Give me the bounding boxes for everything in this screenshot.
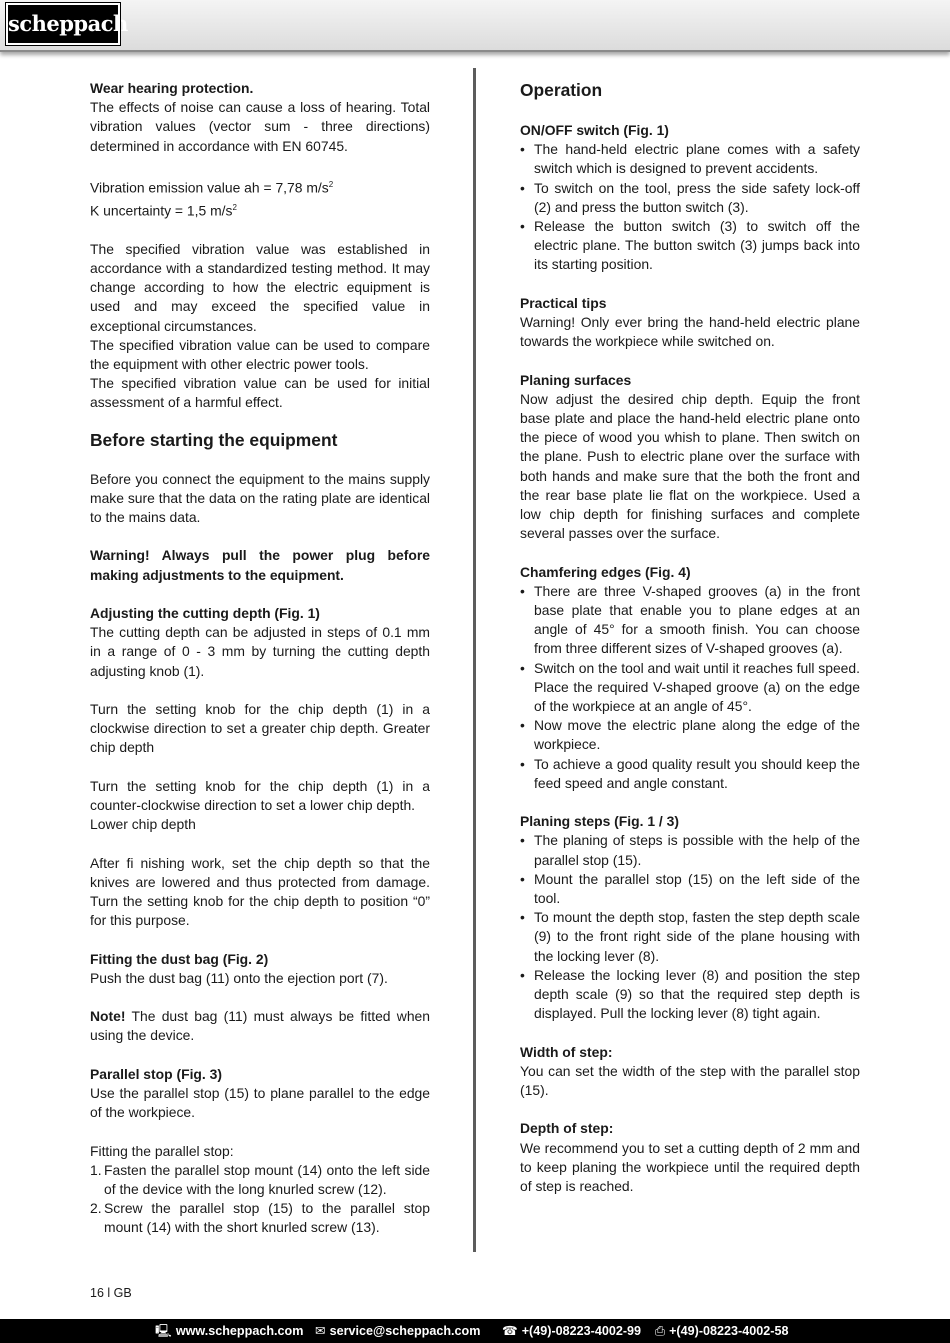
list-item: • To mount the depth stop, fasten the step depth scale (9) to the front right side of the plane housing with the locking lever (8). (520, 909, 860, 964)
width-of-step-text: You can set the width of the step with the parallel stop (15). (520, 1062, 860, 1099)
left-column (90, 79, 430, 1238)
phone-icon: ☎ (502, 1324, 518, 1338)
warning-text: Warning! Always pull the power plug before making adjustments to the equipment. (90, 547, 430, 583)
chamfering-heading: Chamfering edges (Fig. 4) (520, 563, 691, 580)
onoff-list (520, 140, 860, 274)
hearing-text: The effects of noise can cause a loss of hearing. Total vibration values (vector sum - three directions) determined in accordance with EN 60745. (90, 99, 430, 154)
chamfering-list (520, 582, 860, 793)
list-item: • To switch on the tool, press the side safety lock-off (2) and press the button switch (3). (520, 179, 860, 215)
computer-icon: 🖳 (155, 1324, 172, 1338)
list-item: • Mount the parallel stop (15) on the left side of the tool. (520, 870, 860, 907)
operation-heading: Operation (520, 80, 603, 100)
planing-surfaces-heading: Planing surfaces (520, 371, 632, 388)
before-starting-heading: Before starting the equipment (90, 429, 338, 450)
list-item: • The planing of steps is possible with the help of the parallel stop (15). (520, 832, 860, 868)
list-item: • Switch on the tool and wait until it reaches full speed. Place the required V-shaped groove (a) on the edge of the workpiece at an angle of 45°. (520, 659, 860, 715)
clockwise-text: Turn the setting knob for the chip depth (1) in a clockwise direction to set a greater chip depth. Greater chip depth (90, 701, 430, 756)
lower-chip-depth-text: Lower chip depth (90, 816, 196, 833)
footer-fax: ⎙ +(49)-08223-4002-58 (655, 1324, 789, 1338)
width-of-step-heading: Width of step: (520, 1043, 613, 1060)
list-item: • Now move the electric plane along the edge of the workpiece. (520, 717, 860, 753)
list-item: 2. Screw the parallel stop (15) to the parallel stop mount (14) with the short knurled screw (13). (90, 1200, 430, 1236)
column-divider (473, 68, 476, 1252)
fitting-intro: Fitting the parallel stop: (90, 1142, 234, 1159)
planing-steps-list (520, 831, 860, 1023)
header-band (0, 0, 950, 52)
footer-phone: ☎ +(49)-08223-4002-99 (502, 1324, 642, 1338)
vibration-emission-value: Vibration emission value ah = 7,78 $m/s^2$ (90, 179, 334, 196)
vibration-paragraph-2: The specified vibration value can be used to compare the equipment with other electric power tools. (90, 336, 430, 373)
counter-clockwise-text: Turn the setting knob for the chip depth (1) in a counter-clockwise direction to set a lower chip depth. (90, 777, 430, 814)
mail-icon: ✉ (315, 1324, 326, 1338)
list-item: • Release the locking lever (8) and position the step depth scale (9) so that the required step depth is displayed. Pull the locking lever (8) tight again. (520, 966, 860, 1022)
right-column (520, 79, 860, 1196)
vibration-paragraph-1: The specified vibration value was established in accordance with a standardized testing method. It may change according to how the electric equipment is used and may exceed the specified value in exceptional circumstances. (90, 240, 430, 334)
footer-website[interactable]: 🖳 www.scheppach.com (155, 1324, 304, 1338)
parallel-stop-text: Use the parallel stop (15) to plane parallel to the edge of the workpiece. (90, 1085, 430, 1121)
page-number: 16 l GB (90, 1286, 132, 1300)
onoff-heading: ON/OFF switch (Fig. 1) (520, 122, 669, 138)
dust-bag-heading: Fitting the dust bag (Fig. 2) (90, 950, 269, 967)
hearing-heading: Wear hearing protection. (90, 80, 254, 96)
k-uncertainty-value: K uncertainty = 1,5 $m/s^2$ (90, 202, 237, 219)
list-item: • To achieve a good quality result you should keep the feed speed and angle constant. (520, 755, 860, 791)
list-item: 1. Fasten the parallel stop mount (14) onto the left side of the device with the long knurled screw (12). (90, 1161, 430, 1198)
cutting-depth-heading: Adjusting the cutting depth (Fig. 1) (90, 605, 320, 622)
footer-email[interactable]: ✉ service@scheppach.com (315, 1324, 481, 1338)
scheppach-logo: scheppach (6, 3, 120, 45)
list-item: • The hand-held electric plane comes with a safety switch which is designed to prevent accidents. (520, 141, 860, 177)
list-item: • Release the button switch (3) to switch off the electric plane. The button switch (3) jumps back into its starting position. (520, 218, 860, 273)
vibration-paragraph-3: The specified vibration value can be used for initial assessment of a harmful effect. (90, 375, 430, 411)
footer-bar (0, 1319, 950, 1343)
planing-steps-heading: Planing steps (Fig. 1 / 3) (520, 813, 679, 830)
cutting-depth-text: The cutting depth can be adjusted in steps of 0.1 mm in a range of 0 - 3 mm by turning the cutting depth adjusting knob (1). (90, 624, 430, 679)
note-paragraph: Note! The dust bag (11) must always be fitted when using the device. (90, 1008, 430, 1044)
after-finishing-text: After fi nishing work, set the chip depth so that the knives are lowered and thus protected from damage. Turn the setting knob for the chip depth to position “0” for this purpose. (90, 854, 430, 929)
depth-of-step-heading: Depth of step: (520, 1120, 614, 1137)
practical-tips-text: Warning! Only ever bring the hand-held electric plane towards the workpiece while switched on. (520, 314, 860, 350)
parallel-stop-heading: Parallel stop (Fig. 3) (90, 1065, 222, 1082)
list-item: • There are three V-shaped grooves (a) in the front base plate that enable you to plane edges at an angle of 45° for a smooth finish. You can choose from three different sizes of V-shaped grooves (a). (520, 582, 860, 657)
planing-surfaces-text: Now adjust the desired chip depth. Equip the front base plate and place the hand-held electric plane onto the piece of wood you whish to plane. Then switch on the plane. Push to electric plane over the surface with both hands and make sure that the both the front and the rear base plate lie flat on the workpiece. Used a low chip depth for finishing surfaces and complete several passes over the surface. (520, 390, 860, 542)
depth-of-step-text: We recommend you to set a cutting depth of 2 mm and to keep planing the workpiece until the required depth of step is reached. (520, 1139, 860, 1195)
before-starting-text: Before you connect the equipment to the mains supply make sure that the data on the rating plate are identical to the mains data. (90, 470, 430, 526)
fitting-steps-list (90, 1161, 430, 1238)
fax-icon: ⎙ (655, 1324, 666, 1338)
dust-bag-text: Push the dust bag (11) onto the ejection port (7). (90, 969, 388, 986)
practical-tips-heading: Practical tips (520, 294, 607, 311)
